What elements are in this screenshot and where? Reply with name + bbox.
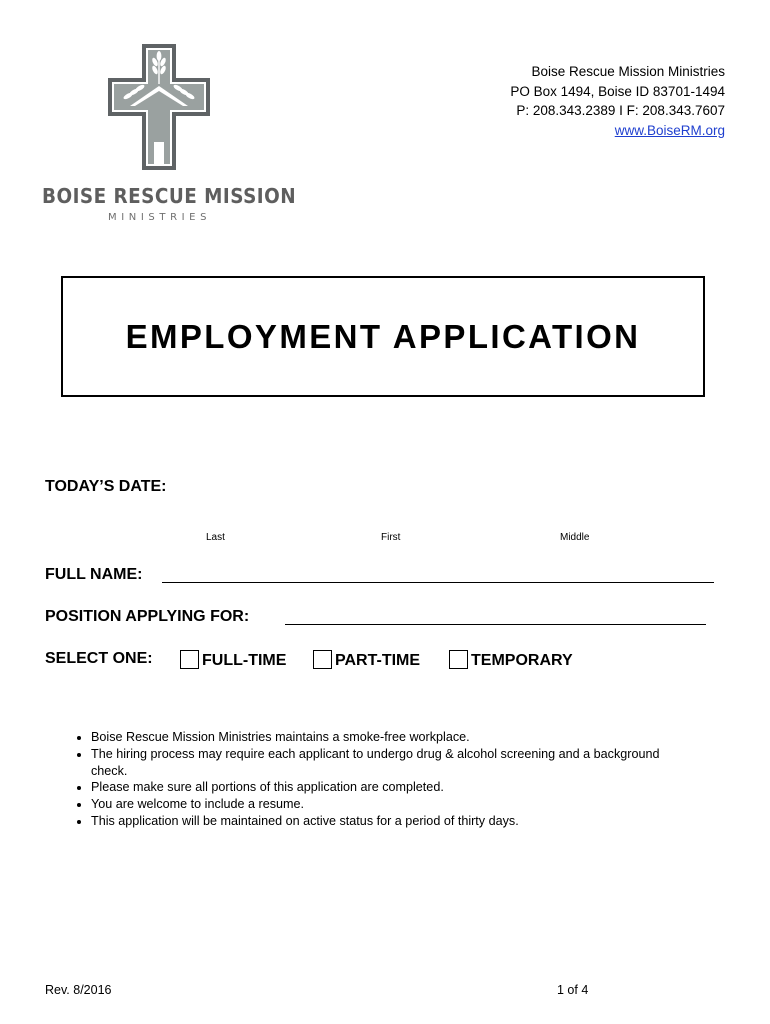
todays-date-label: TODAY’S DATE:: [45, 478, 167, 495]
cross-wheat-logo-icon: [108, 44, 210, 170]
website-link[interactable]: www.BoiseRM.org: [614, 122, 725, 138]
page-number: 1 of 4: [557, 983, 589, 997]
last-name-caption: Last: [206, 532, 225, 543]
full-time-checkbox[interactable]: [180, 650, 199, 669]
address-line: PO Box 1494, Boise ID 83701-1494: [510, 83, 725, 99]
temporary-checkbox[interactable]: [449, 650, 468, 669]
first-name-caption: First: [381, 532, 401, 543]
full-name-label: FULL NAME:: [45, 566, 143, 583]
middle-name-caption: Middle: [560, 532, 590, 543]
page-title: EMPLOYMENT APPLICATION: [125, 317, 641, 355]
position-label: POSITION APPLYING FOR:: [45, 608, 250, 625]
full-time-option[interactable]: [180, 650, 286, 670]
phone-fax-line: P: 208.343.2389 I F: 208.343.7607: [516, 103, 725, 118]
org-name: BOISE RESCUE MISSION: [42, 184, 297, 208]
revision-label: Rev. 8/2016: [45, 983, 112, 997]
part-time-option[interactable]: [313, 650, 420, 670]
part-time-label: PART-TIME: [335, 652, 421, 669]
temporary-option[interactable]: [449, 650, 573, 670]
part-time-checkbox[interactable]: [313, 650, 332, 669]
full-time-label: FULL-TIME: [202, 652, 287, 669]
select-one-label: SELECT ONE:: [45, 650, 153, 667]
notes-list: [45, 729, 691, 830]
address-line: Boise Rescue Mission Ministries: [531, 64, 725, 79]
note-item: • The hiring process may require each applicant to undergo drug & alcohol screening and a background check.: [91, 746, 691, 780]
org-subtitle: MINISTRIES: [108, 212, 212, 223]
note-item: • Boise Rescue Mission Ministries maintains a smoke-free workplace.: [91, 729, 691, 746]
position-field[interactable]: [285, 624, 706, 625]
logo: [42, 44, 297, 224]
note-item: • Please make sure all portions of this application are completed.: [91, 779, 691, 796]
address-block: [510, 62, 725, 140]
temporary-label: TEMPORARY: [471, 652, 573, 669]
title-box: [61, 276, 705, 397]
full-name-field[interactable]: [162, 582, 714, 583]
note-item: • You are welcome to include a resume.: [91, 796, 691, 813]
note-item: • This application will be maintained on active status for a period of thirty days.: [91, 813, 691, 830]
